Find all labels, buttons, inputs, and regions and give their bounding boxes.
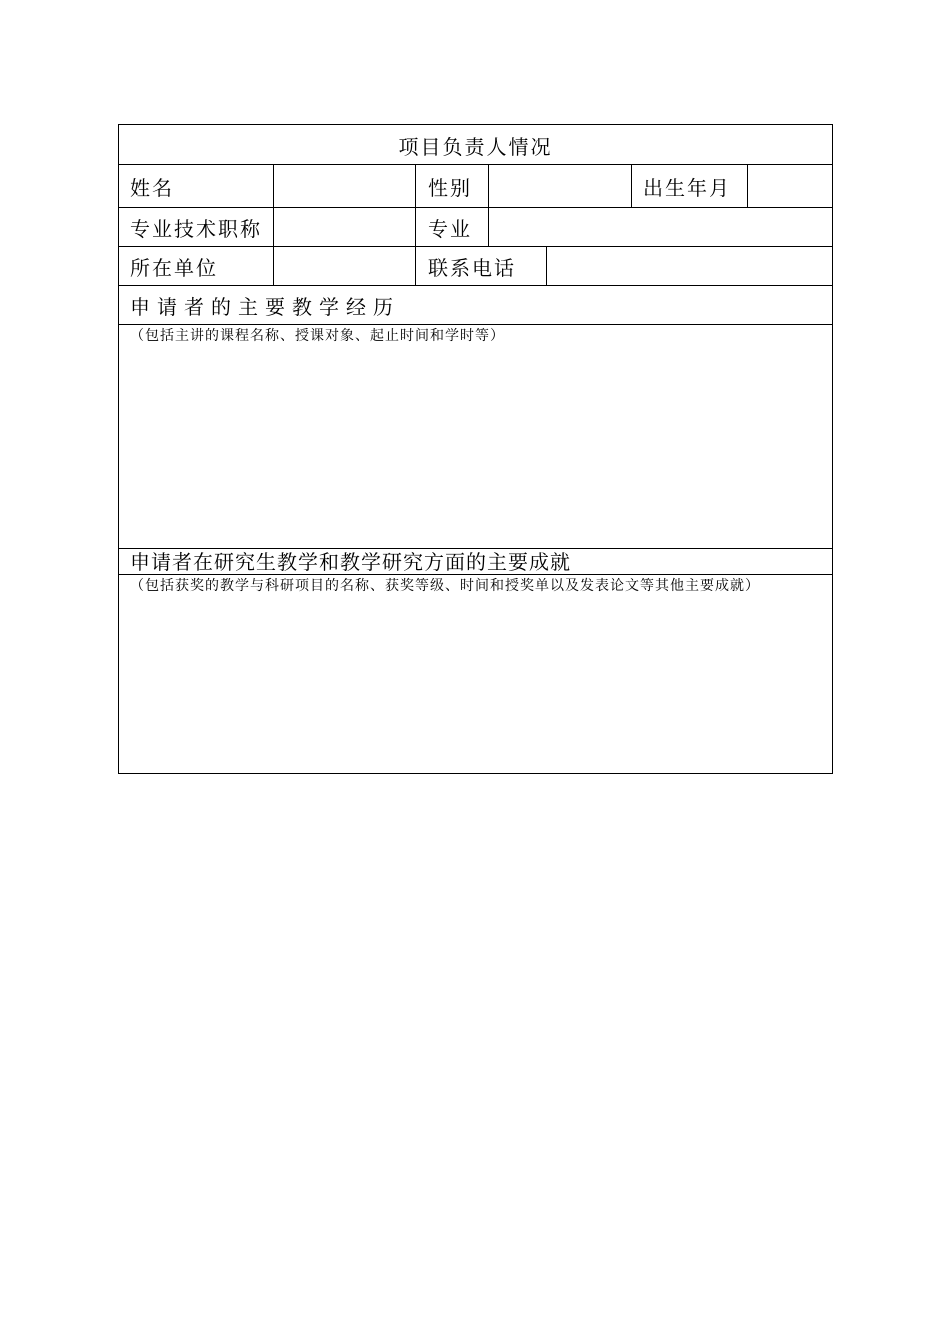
work-unit-field[interactable] (274, 247, 415, 285)
achievements-heading: 申请者在研究生教学和教学研究方面的主要成就 (130, 550, 571, 574)
form-title: 项目负责人情况 (398, 135, 553, 159)
gender-label: 性别 (428, 176, 472, 200)
birth-date-field[interactable] (748, 165, 832, 207)
achievements-textarea[interactable] (119, 597, 832, 773)
phone-field[interactable] (547, 247, 832, 285)
divider (119, 164, 832, 165)
divider (415, 164, 416, 285)
major-field[interactable] (489, 208, 832, 246)
professional-title-field[interactable] (274, 208, 415, 246)
divider (119, 574, 832, 575)
birth-date-label: 出生年月 (643, 176, 731, 200)
work-unit-label: 所在单位 (130, 256, 218, 280)
major-label: 专业 (428, 217, 472, 241)
divider (119, 324, 832, 325)
divider (631, 164, 632, 207)
divider (119, 285, 832, 286)
name-field[interactable] (274, 165, 415, 207)
teaching-experience-heading: 申请者的主要教学经历 (130, 295, 400, 319)
professional-title-label: 专业技术职称 (130, 217, 262, 241)
achievements-note: （包括获奖的教学与科研项目的名称、获奖等级、时间和授奖单以及发表论文等其他主要成就） (130, 578, 760, 594)
divider (119, 548, 832, 549)
teaching-experience-note: （包括主讲的课程名称、授课对象、起止时间和学时等） (130, 328, 505, 344)
teaching-experience-textarea[interactable] (119, 347, 832, 547)
project-leader-form (118, 124, 833, 774)
phone-label: 联系电话 (428, 256, 516, 280)
gender-field[interactable] (489, 165, 631, 207)
name-label: 姓名 (130, 176, 174, 200)
